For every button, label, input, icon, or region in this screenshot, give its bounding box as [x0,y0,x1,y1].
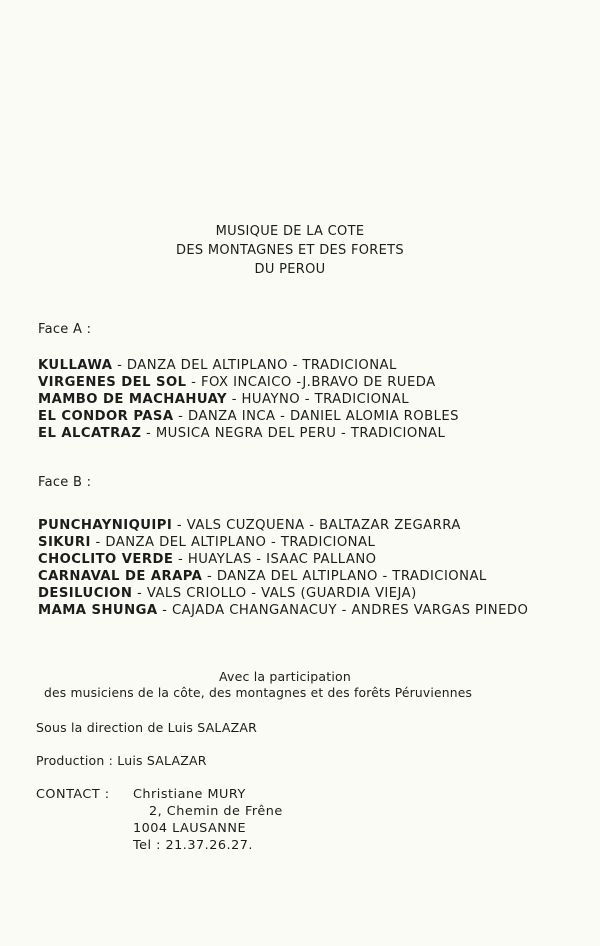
track-details: - FOX INCAICO -J.BRAVO DE RUEDA [186,375,436,390]
track-row [38,357,459,374]
track-details: - MUSICA NEGRA DEL PERU - TRADICIONAL [141,426,446,441]
face-a-tracklist [38,357,459,442]
title-line-1: MUSIQUE DE LA COTE [215,224,365,239]
track-title: CHOCLITO VERDE [38,552,174,567]
track-row [38,408,459,425]
track-row [38,602,528,619]
face-b-label: Face B : [38,475,92,490]
contact-city: 1004 LAUSANNE [133,821,247,836]
track-row [38,551,528,568]
track-row [38,534,528,551]
track-row [38,391,459,408]
contact-block [36,786,283,854]
participation-text: des musiciens de la côte, des montagnes et des forêts Péruviennes [44,686,473,700]
track-title: EL ALCATRAZ [38,426,142,441]
track-row [38,568,528,585]
contact-phone: Tel : 21.37.26.27. [133,838,253,853]
participation-heading: Avec la participation [218,669,352,684]
contact-street: 2, Chemin de Frêne [149,804,283,819]
album-title [0,222,580,279]
track-details: - CAJADA CHANGANACUY - ANDRES VARGAS PINEDO [157,603,529,618]
contact-address [133,786,283,854]
track-details: - VALS CRIOLLO - VALS (GUARDIA VIEJA) [132,586,417,601]
contact-name: Christiane MURY [133,787,246,802]
track-title: VIRGENES DEL SOL [38,375,187,390]
track-title: KULLAWA [38,358,113,373]
track-details: - DANZA DEL ALTIPLANO - TRADICIONAL [202,569,487,584]
face-a-label: Face A : [38,322,92,337]
track-row [38,374,459,391]
track-title: SIKURI [38,535,91,550]
contact-label: CONTACT : [36,787,110,802]
track-title: DESILUCION [38,586,133,601]
title-line-2: DES MONTAGNES ET DES FORETS [176,243,404,258]
track-title: PUNCHAYNIQUIPI [38,518,173,533]
track-title: EL CONDOR PASA [38,409,174,424]
track-row [38,425,459,442]
face-b-tracklist [38,517,528,619]
track-row [38,517,528,534]
track-row [38,585,528,602]
track-details: - HUAYLAS - ISAAC PALLANO [173,552,377,567]
track-details: - DANZA DEL ALTIPLANO - TRADICIONAL [90,535,376,550]
track-details: - DANZA DEL ALTIPLANO - TRADICIONAL [112,358,397,373]
track-title: MAMBO DE MACHAHUAY [38,392,228,407]
direction-credit: Sous la direction de Luis SALAZAR [36,720,257,735]
track-title: CARNAVAL DE ARAPA [38,569,203,584]
track-details: - VALS CUZQUENA - BALTAZAR ZEGARRA [172,518,461,533]
track-details: - DANZA INCA - DANIEL ALOMIA ROBLES [173,409,459,424]
track-title: MAMA SHUNGA [38,603,158,618]
title-line-3: DU PEROU [254,262,326,277]
track-details: - HUAYNO - TRADICIONAL [227,392,410,407]
production-credit: Production : Luis SALAZAR [36,753,207,768]
